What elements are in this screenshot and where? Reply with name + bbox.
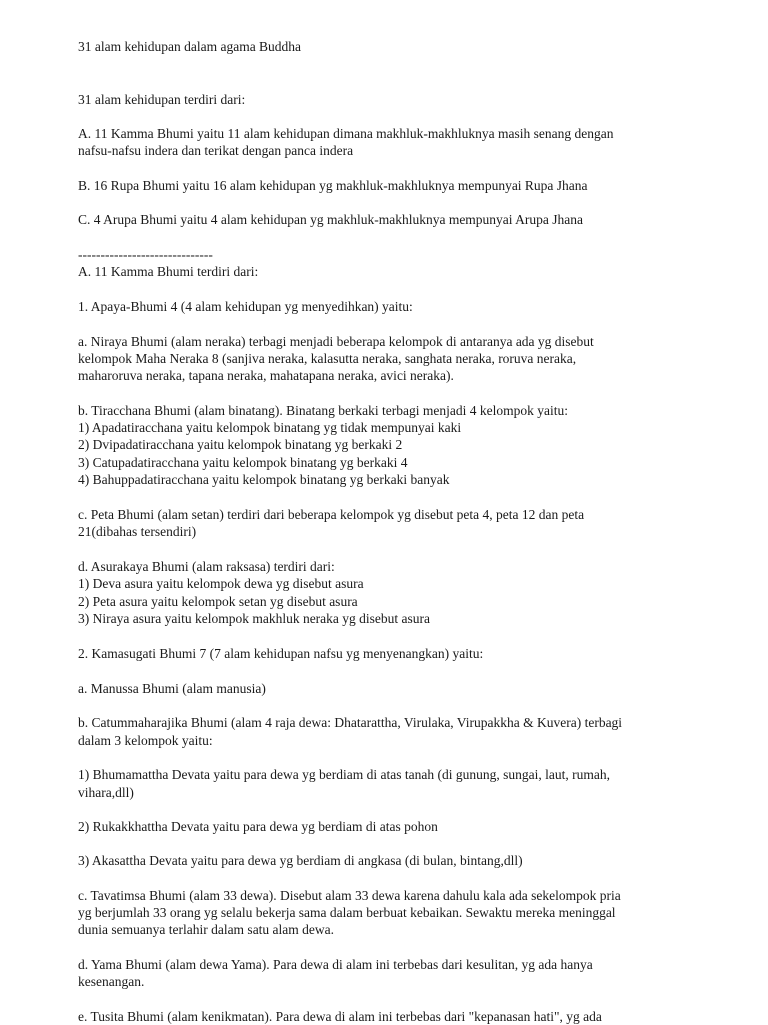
list-item: 3) Catupadatiracchana yaitu kelompok binatang yg berkaki 4 — [78, 455, 408, 470]
text-line: b. Tiracchana Bhumi (alam binatang). Binatang berkaki terbagi menjadi 4 kelompok yaitu: — [78, 403, 569, 418]
list-item: 2) Peta asura yaitu kelompok setan yg disebut asura — [78, 594, 358, 609]
text-line: d. Asurakaya Bhumi (alam raksasa) terdiri dari: — [78, 559, 335, 574]
text-line: a. Manussa Bhumi (alam manusia) — [78, 681, 266, 696]
list-item: 2) Rukakkhattha Devata yaitu para dewa yg berdiam di atas pohon — [78, 819, 438, 834]
list-item: 4) Bahuppadatiracchana yaitu kelompok binatang yg berkaki banyak — [78, 472, 450, 487]
text-line: e. Tusita Bhumi (alam kenikmatan). Para dewa di alam ini terbebas dari "kepanasan hati", yg ada — [78, 1009, 602, 1024]
list-item: 1) Deva asura yaitu kelompok dewa yg disebut asura — [78, 576, 364, 591]
list-item: 3) Niraya asura yaitu kelompok makhluk neraka yg disebut asura — [78, 611, 431, 626]
text-line: d. Yama Bhumi (alam dewa Yama). Para dewa di alam ini terbebas dari kesulitan, yg ada hanya — [78, 957, 593, 972]
text-line: B. 16 Rupa Bhumi yaitu 16 alam kehidupan yg makhluk-makhluknya mempunyai Rupa Jhana — [78, 178, 588, 193]
document-title: 31 alam kehidupan dalam agama Buddha — [78, 39, 302, 54]
text-line: c. Peta Bhumi (alam setan) terdiri dari beberapa kelompok yg disebut peta 4, peta 12 dan peta — [78, 507, 585, 522]
text-line: c. Tavatimsa Bhumi (alam 33 dewa). Disebut alam 33 dewa karena dahulu kala ada sekelompok pria — [78, 888, 621, 903]
text-line: nafsu-nafsu indera dan terikat dengan panca indera — [78, 143, 354, 158]
subsection-heading: 1. Apaya-Bhumi 4 (4 alam kehidupan yg menyedihkan) yaitu: — [78, 299, 413, 314]
text-line: kesenangan. — [78, 974, 145, 989]
text-line: A. 11 Kamma Bhumi yaitu 11 alam kehidupan dimana makhluk-makhluknya masih senang dengan — [78, 126, 614, 141]
list-item: 1) Bhumamattha Devata yaitu para dewa yg berdiam di atas tanah (di gunung, sungai, laut, rumah, — [78, 767, 610, 782]
text-line: dunia semuanya terlahir dalam satu alam dewa. — [78, 922, 335, 937]
list-item: 1) Apadatiracchana yaitu kelompok binatang yg tidak mempunyai kaki — [78, 420, 462, 435]
list-item: vihara,dll) — [78, 785, 134, 800]
subsection-heading: 2. Kamasugati Bhumi 7 (7 alam kehidupan nafsu yg menyenangkan) yaitu: — [78, 646, 484, 661]
text-line: C. 4 Arupa Bhumi yaitu 4 alam kehidupan yg makhluk-makhluknya mempunyai Arupa Jhana — [78, 212, 584, 227]
intro-line: 31 alam kehidupan terdiri dari: — [78, 92, 246, 107]
text-line: a. Niraya Bhumi (alam neraka) terbagi menjadi beberapa kelompok di antaranya ada yg disebut — [78, 334, 594, 349]
separator-line: ------------------------------ — [78, 247, 213, 262]
text-line: 21(dibahas tersendiri) — [78, 524, 197, 539]
text-line: yg berjumlah 33 orang yg selalu bekerja sama dalam berbuat kebaikan. Sewaktu mereka meninggal — [78, 905, 616, 920]
list-item: 2) Dvipadatiracchana yaitu kelompok binatang yg berkaki 2 — [78, 437, 403, 452]
section-heading: A. 11 Kamma Bhumi terdiri dari: — [78, 264, 259, 279]
text-line: kelompok Maha Neraka 8 (sanjiva neraka, kalasutta neraka, sanghata neraka, roruva neraka, — [78, 351, 577, 366]
text-line: b. Catummaharajika Bhumi (alam 4 raja dewa: Dhatarattha, Virulaka, Virupakkha & Kuvera) terbagi — [78, 715, 623, 730]
list-item: 3) Akasattha Devata yaitu para dewa yg berdiam di angkasa (di bulan, bintang,dll) — [78, 853, 523, 868]
text-line: maharoruva neraka, tapana neraka, mahatapana neraka, avici neraka). — [78, 368, 454, 383]
text-line: dalam 3 kelompok yaitu: — [78, 733, 213, 748]
